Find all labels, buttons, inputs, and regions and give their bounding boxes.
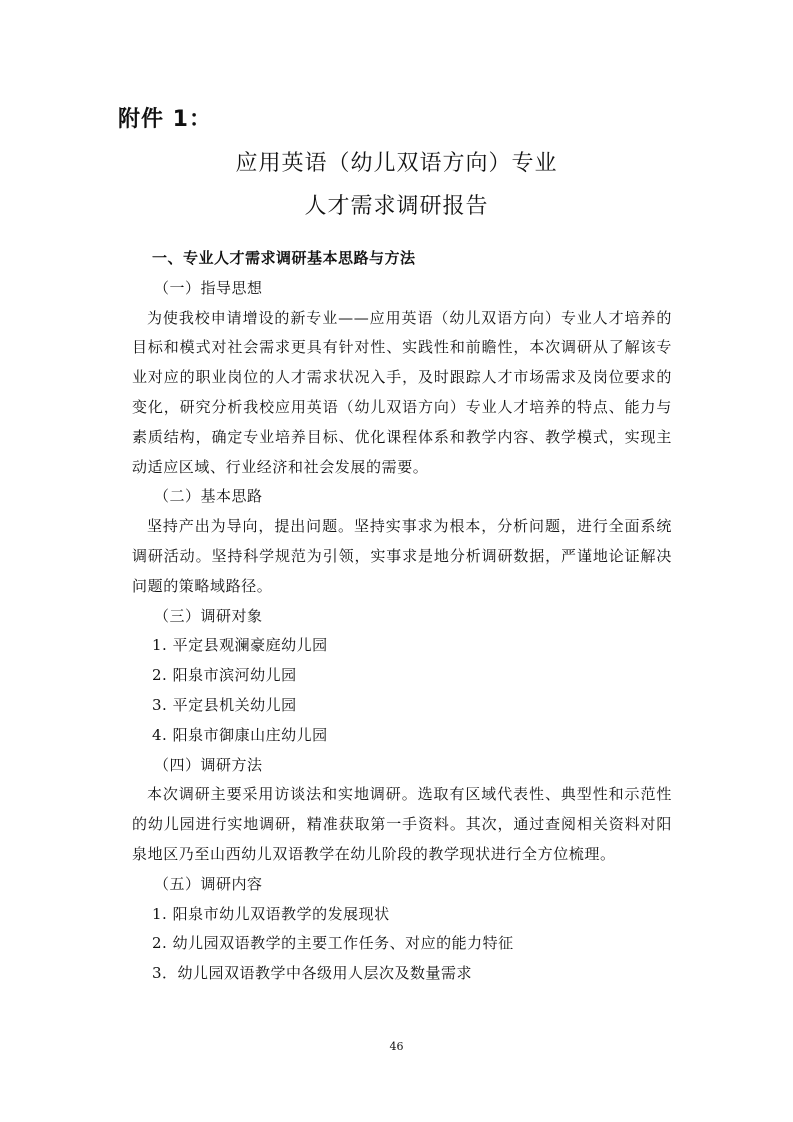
subsection1-text: 为使我校申请增设的新专业——应用英语（幼儿双语方向）专业人才培养的目标和模式对社会需求更具有针对性、实践性和前瞻性，本次调研从了解该专业对应的职业岗位的人才需求状况入手，及时跟踪人才市场需求及岗位要求的变化，研究分析我校应用英语（幼儿双语方向）专业人才培养的特点、能力与素质结构，确定专业培养目标、优化课程体系和教学内容、教学模式，实现主动适应区域、行业经济和社会发展的需要。 xyxy=(132,308,672,476)
annex-label: 附件 1： xyxy=(118,107,212,132)
page-number: 46 xyxy=(389,1040,404,1053)
list-item: 3．幼儿园双语教学中各级用人层次及数量需求 xyxy=(152,964,473,983)
report-title-line1: 应用英语（幼儿双语方向）专业 xyxy=(235,151,558,176)
list-item: 4. 阳泉市御康山庄幼儿园 xyxy=(152,725,328,744)
list-item: 2. 幼儿园双语教学的主要工作任务、对应的能力特征 xyxy=(152,934,514,953)
subsection4-paragraph xyxy=(132,780,672,869)
subsection5-heading: （五）调研内容 xyxy=(154,874,263,893)
report-body xyxy=(132,244,672,989)
report-title-line2: 人才需求调研报告 xyxy=(304,194,489,219)
subsection2-text: 坚持产出为导向，提出问题。坚持实事求为根本，分析问题，进行全面系统调研活动。坚持科学规范为引领，实事求是地分析调研数据，严谨地论证解决问题的策略域路径。 xyxy=(132,517,672,595)
subsection4-text: 本次调研主要采用访谈法和实地调研。选取有区域代表性、典型性和示范性的幼儿园进行实地调研，精准获取第一手资料。其次，通过查阅相关资料对阳泉地区乃至山西幼儿双语教学在幼儿阶段的教学现状进行全方位梳理。 xyxy=(132,785,672,863)
section1-heading: 一、专业人才需求调研基本思路与方法 xyxy=(152,249,416,267)
list-item: 2. 阳泉市滨河幼儿园 xyxy=(152,666,297,685)
subsection3-heading: （三）调研对象 xyxy=(154,606,263,625)
subsection1-heading: （一）指导思想 xyxy=(154,278,263,297)
subsection4-heading: （四）调研方法 xyxy=(154,755,263,774)
subsection2-paragraph xyxy=(132,512,672,601)
list-item: 1. 平定县观澜豪庭幼儿园 xyxy=(152,636,328,655)
list-item: 3. 平定县机关幼儿园 xyxy=(152,695,297,714)
list-item: 1. 阳泉市幼儿双语教学的发展现状 xyxy=(152,904,390,923)
subsection1-paragraph xyxy=(132,304,672,483)
subsection2-heading: （二）基本思路 xyxy=(154,487,263,506)
